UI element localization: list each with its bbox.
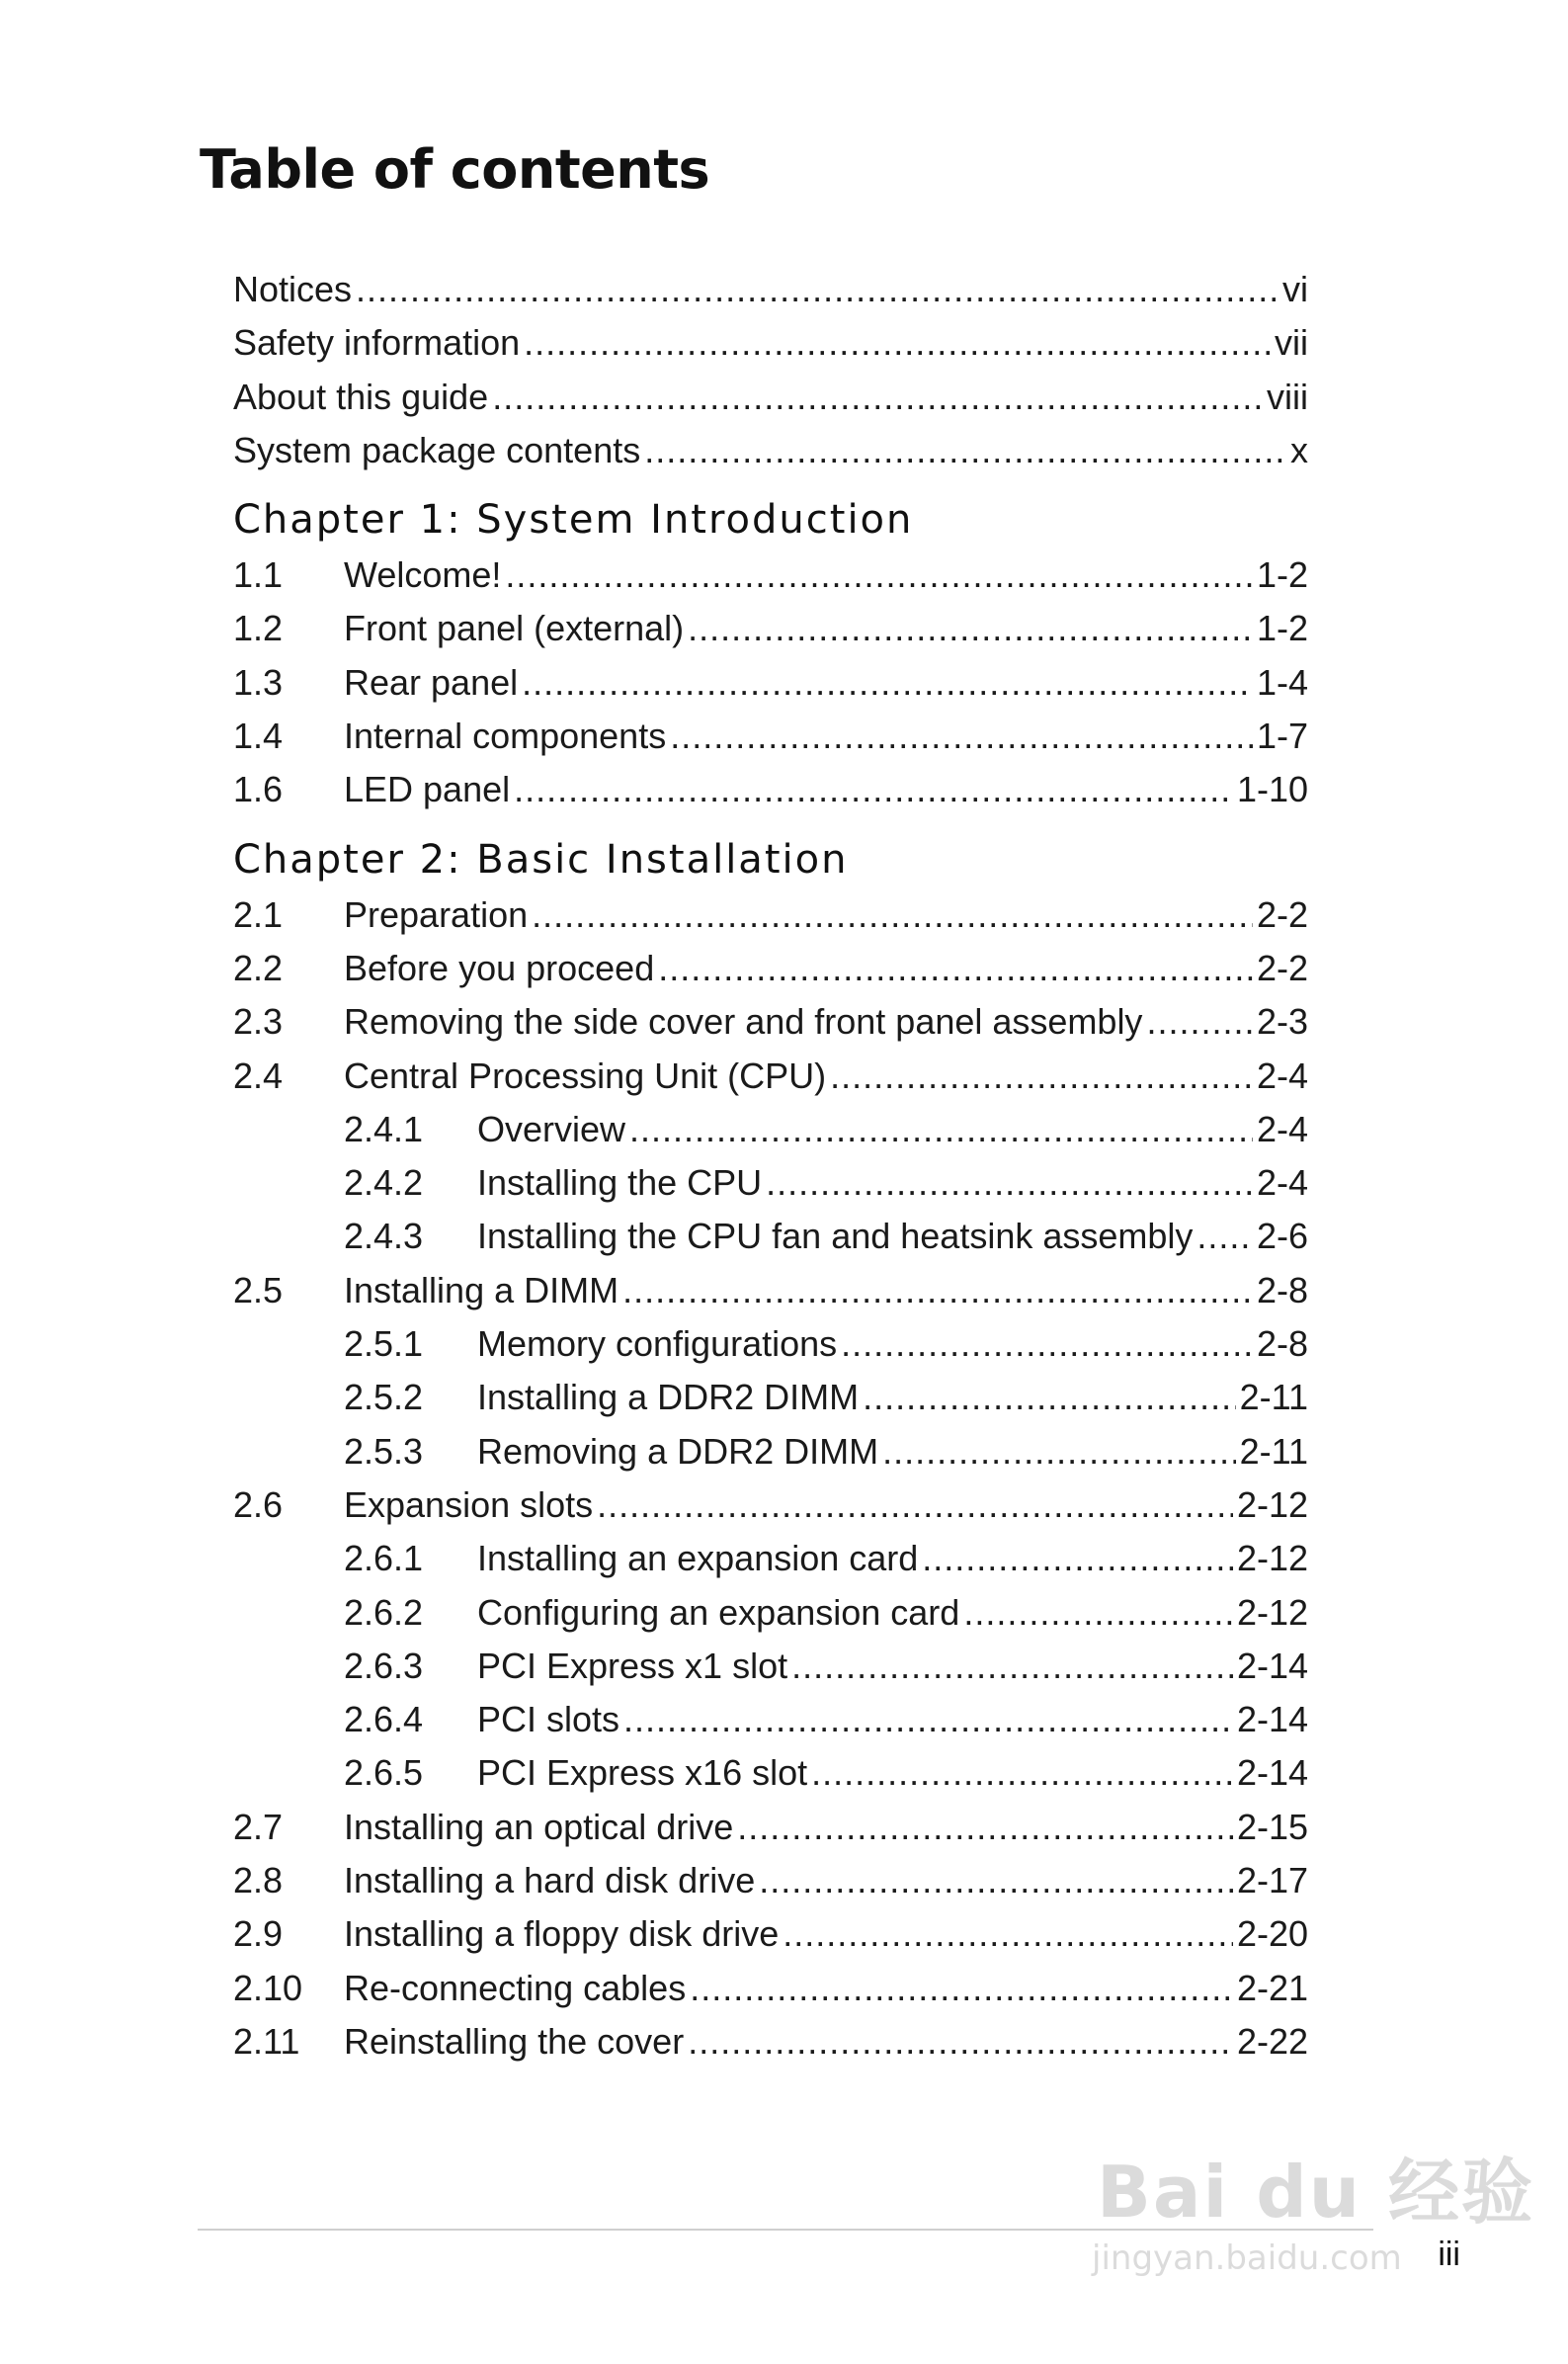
toc-entry-page: x: [1290, 429, 1308, 470]
dot-leader: [688, 2015, 1233, 2068]
dot-leader: [670, 710, 1253, 763]
toc-entry[interactable]: [233, 602, 1308, 655]
toc-entry-number: 2.7: [233, 1806, 284, 1847]
dot-leader: [532, 888, 1253, 942]
toc-entry-number: 2.6.3: [344, 1645, 424, 1686]
toc-entry-number: 2.5.1: [344, 1323, 424, 1365]
toc-entry-page: 1-10: [1236, 769, 1308, 810]
dot-leader: [492, 371, 1263, 424]
toc-entry-label: Safety information: [233, 322, 521, 364]
toc-entry-label: Notices: [233, 269, 353, 309]
toc-entry[interactable]: [233, 1962, 1308, 2015]
toc-entry-label: Installing a DDR2 DIMM: [477, 1377, 860, 1418]
toc-entry[interactable]: [233, 1317, 1308, 1371]
toc-entry-page: 2-2: [1256, 893, 1308, 935]
toc-entry-label: PCI Express x1 slot: [477, 1645, 788, 1686]
toc-entry[interactable]: [233, 1693, 1308, 1746]
toc-entry-page: 2-20: [1236, 1913, 1308, 1955]
page-title: Table of contents: [200, 138, 710, 201]
dot-leader: [356, 263, 1279, 316]
toc-entry-label: Central Processing Unit (CPU): [344, 1055, 827, 1096]
toc-entry-label: Welcome!: [344, 554, 502, 596]
toc-entry-number: 2.1: [233, 893, 284, 935]
dot-leader: [759, 1854, 1233, 1907]
toc-entry-label: PCI slots: [477, 1699, 620, 1740]
toc-entry-number: 2.4.1: [344, 1108, 424, 1149]
dot-leader: [629, 1103, 1253, 1156]
toc-entry-page: 2-12: [1236, 1538, 1308, 1579]
dot-leader: [863, 1371, 1236, 1424]
dot-leader: [811, 1746, 1233, 1800]
toc-entry[interactable]: [233, 1156, 1308, 1210]
dot-leader: [791, 1640, 1233, 1693]
toc-entry-label: Before you proceed: [344, 947, 655, 988]
toc-entry-label: Installing a DIMM: [344, 1269, 619, 1310]
toc-entry-page: 2-22: [1236, 2020, 1308, 2062]
toc-entry-page: 1-2: [1256, 608, 1308, 649]
toc-entry-label: Internal components: [344, 716, 667, 757]
toc-entry-page: 2-14: [1236, 1645, 1308, 1686]
toc-entry-page: 2-12: [1236, 1483, 1308, 1525]
toc-entry[interactable]: [233, 1264, 1308, 1317]
toc-entry-label: Installing a floppy disk drive: [344, 1913, 780, 1955]
toc-entry-page: 2-11: [1239, 1377, 1308, 1418]
toc-entry-label: Removing a DDR2 DIMM: [477, 1430, 879, 1472]
toc-entry-page: 2-8: [1256, 1323, 1308, 1365]
toc-entry-number: 2.5.2: [344, 1377, 424, 1418]
toc-entry-number: 2.3: [233, 1001, 284, 1043]
dot-leader: [922, 1532, 1233, 1585]
toc-entry[interactable]: [233, 1210, 1308, 1263]
dot-leader: [882, 1425, 1236, 1478]
toc-entry-page: 2-8: [1256, 1269, 1308, 1310]
toc-entry[interactable]: [233, 1746, 1308, 1800]
dot-leader: [830, 1050, 1253, 1103]
toc-entry-page: 2-4: [1256, 1108, 1308, 1149]
watermark-logo: Bai du 经验: [1097, 2151, 1535, 2234]
chapter-1-heading[interactable]: Chapter 1: System Introduction: [233, 497, 914, 544]
toc-entry-number: 1.2: [233, 608, 284, 649]
chapter-2-heading[interactable]: Chapter 2: Basic Installation: [233, 836, 849, 883]
toc-entry-page: 2-17: [1236, 1860, 1308, 1901]
dot-leader: [841, 1317, 1253, 1371]
toc-entry-label: Expansion slots: [344, 1483, 594, 1525]
toc-entry-label: Installing the CPU: [477, 1162, 763, 1204]
toc-entry[interactable]: [233, 995, 1308, 1049]
toc-entry-label: Overview: [477, 1108, 626, 1149]
toc-entry-number: 1.4: [233, 716, 284, 757]
toc-entry-page: 2-15: [1236, 1806, 1308, 1847]
dot-leader: [737, 1801, 1233, 1854]
toc-entry[interactable]: [233, 1854, 1308, 1907]
toc-entry-label: Reinstalling the cover: [344, 2020, 685, 2062]
toc-entry-label: Configuring an expansion card: [477, 1591, 960, 1633]
toc-entry-label: LED panel: [344, 769, 511, 810]
toc-entry-number: 2.11: [233, 2020, 300, 2062]
dot-leader: [622, 1264, 1253, 1317]
dot-leader: [514, 763, 1233, 816]
toc-entry[interactable]: [233, 1532, 1308, 1585]
dot-leader: [505, 549, 1253, 602]
toc-entry-notices[interactable]: [233, 263, 1308, 316]
toc-entry[interactable]: [233, 1586, 1308, 1640]
toc-entry-label: PCI Express x16 slot: [477, 1752, 808, 1794]
toc-entry-number: 2.5: [233, 1269, 284, 1310]
toc-entry-label: Installing an optical drive: [344, 1806, 734, 1847]
toc-entry[interactable]: [233, 1425, 1308, 1478]
toc-entry[interactable]: [233, 1050, 1308, 1103]
toc-entry[interactable]: [233, 1640, 1308, 1693]
toc-entry-label: Rear panel: [344, 661, 519, 703]
toc-entry-page: 2-14: [1236, 1752, 1308, 1794]
dot-leader: [1197, 1210, 1253, 1263]
toc-entry-number: 2.8: [233, 1860, 284, 1901]
dot-leader: [658, 942, 1253, 995]
page-number: iii: [1438, 2236, 1460, 2273]
toc-entry-label: About this guide: [233, 376, 489, 417]
toc-entry-number: 2.5.3: [344, 1430, 424, 1472]
toc-entry[interactable]: [233, 763, 1308, 816]
toc-entry-label: Re-connecting cables: [344, 1967, 687, 2008]
toc-entry-page: viii: [1267, 376, 1308, 417]
toc-entry-page: 2-11: [1239, 1430, 1308, 1472]
toc-entry-number: 2.6.1: [344, 1538, 424, 1579]
toc-entry-page: 1-2: [1256, 554, 1308, 596]
toc-entry-number: 1.6: [233, 769, 284, 810]
toc-entry-number: 2.6.5: [344, 1752, 424, 1794]
toc-entry[interactable]: [233, 549, 1308, 602]
toc-entry-label: System package contents: [233, 429, 641, 470]
toc-entry-number: 1.1: [233, 554, 284, 596]
toc-entry-safety-information[interactable]: [233, 316, 1308, 370]
table-of-contents: [233, 263, 1308, 2068]
toc-entry[interactable]: [233, 2015, 1308, 2068]
toc-entry-label: Removing the side cover and front panel assembly: [344, 1001, 1143, 1043]
toc-entry-page: vi: [1282, 269, 1308, 309]
toc-entry-about-this-guide[interactable]: [233, 371, 1308, 424]
chapter-1-entries: [233, 549, 1308, 816]
toc-entry[interactable]: [233, 1103, 1308, 1156]
toc-entry-system-package-contents[interactable]: [233, 424, 1308, 477]
toc-entry-page: 2-21: [1236, 1967, 1308, 2008]
toc-entry[interactable]: [233, 1801, 1308, 1854]
toc-entry-number: 2.6.2: [344, 1591, 424, 1633]
toc-entry-page: 2-6: [1256, 1216, 1308, 1257]
dot-leader: [963, 1586, 1233, 1640]
toc-entry-page: 1-4: [1256, 661, 1308, 703]
toc-entry-page: vii: [1275, 322, 1308, 364]
chapter-2-entries: [233, 888, 1308, 2069]
toc-entry[interactable]: [233, 888, 1308, 942]
toc-entry-number: 2.6.4: [344, 1699, 424, 1740]
toc-entry-label: Installing an expansion card: [477, 1538, 919, 1579]
dot-leader: [522, 656, 1253, 710]
toc-entry[interactable]: [233, 1371, 1308, 1424]
toc-entry[interactable]: [233, 710, 1308, 763]
dot-leader: [597, 1478, 1233, 1532]
dot-leader: [623, 1693, 1233, 1746]
dot-leader: [766, 1156, 1253, 1210]
dot-leader: [690, 1962, 1233, 2015]
toc-entry-number: 2.4.2: [344, 1162, 424, 1204]
toc-entry-page: 2-2: [1256, 947, 1308, 988]
toc-entry-number: 1.3: [233, 661, 284, 703]
toc-entry[interactable]: [233, 942, 1308, 995]
toc-entry-label: Installing a hard disk drive: [344, 1860, 756, 1901]
toc-entry-page: 2-12: [1236, 1591, 1308, 1633]
toc-entry-page: 2-14: [1236, 1699, 1308, 1740]
toc-entry-label: Installing the CPU fan and heatsink assembly: [477, 1216, 1194, 1257]
toc-entry-page: 1-7: [1256, 716, 1308, 757]
toc-entry[interactable]: [233, 1478, 1308, 1532]
dot-leader: [524, 316, 1271, 370]
dot-leader: [688, 602, 1253, 655]
toc-entry-label: Memory configurations: [477, 1323, 838, 1365]
toc-entry-page: 2-4: [1256, 1162, 1308, 1204]
toc-entry-number: 2.4.3: [344, 1216, 424, 1257]
toc-entry-label: Preparation: [344, 893, 529, 935]
dot-leader: [783, 1907, 1233, 1961]
toc-entry-label: Front panel (external): [344, 608, 685, 649]
toc-entry-number: 2.9: [233, 1913, 284, 1955]
toc-entry-number: 2.10: [233, 1967, 303, 2008]
toc-entry-number: 2.6: [233, 1483, 284, 1525]
toc-entry-number: 2.4: [233, 1055, 284, 1096]
toc-entry-page: 2-4: [1256, 1055, 1308, 1096]
toc-entry-page: 2-3: [1256, 1001, 1308, 1043]
toc-entry[interactable]: [233, 656, 1308, 710]
dot-leader: [1146, 995, 1253, 1049]
toc-entry[interactable]: [233, 1907, 1308, 1961]
toc-entry-number: 2.2: [233, 947, 284, 988]
dot-leader: [644, 424, 1286, 477]
watermark-url: jingyan.baidu.com: [1092, 2238, 1402, 2278]
